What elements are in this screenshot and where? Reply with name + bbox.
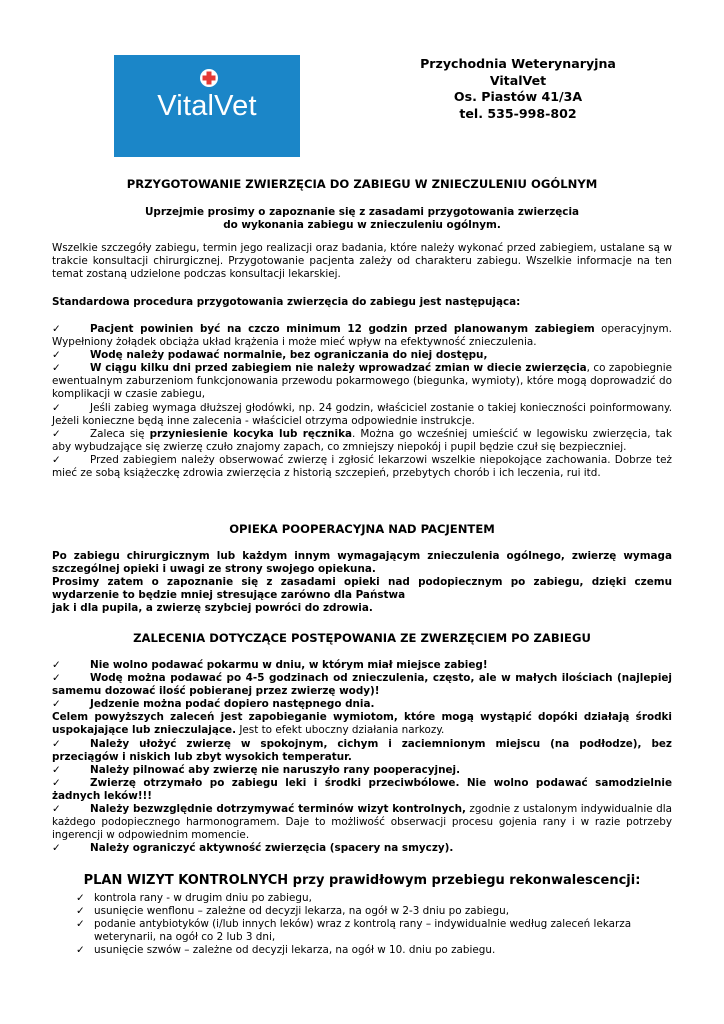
plan-heading: PLAN WIZYT KONTROLNYCH przy prawidłowym przebiegu rekonwalescencji:: [83, 873, 641, 888]
list-item: ✓ W ciągu kilku dni przed zabiegiem nie należy wprowadzać zmian w diecie zwierzęcia, co zapobiegnie ewentualnym zaburzeniom funkcjonowania przewodu pokarmowego (biegunka, wymioty), które mogą doprowadzić do komplikacji w czasie zabiegu,: [52, 362, 672, 401]
clinic-phone: tel. 535-998-802: [459, 105, 577, 121]
clinic-address: Os. Piastów 41/3A: [453, 89, 583, 104]
list-item: ✓ Nie wolno podawać pokarmu w dniu, w którym miał miejsce zabieg!: [52, 659, 488, 671]
checkmark-icon: ✓: [52, 672, 61, 685]
checkmark-icon: ✓: [76, 944, 85, 957]
checkmark-icon: ✓: [76, 892, 85, 904]
list-item: ✓ Przed zabiegiem należy obserwować zwierzę i zgłosić lekarzowi wszelkie niepokojące zachowania. Dobrze też mieć ze sobą książeczkę zdrowia zwierzęcia z historią szczepień, przebytych chorób i ich leczenia, rui itd.: [52, 453, 672, 480]
care-paragraph: Po zabiegu chirurgicznym lub każdym innym wymagającym znieczulenia ogólnego, zwierzę wymaga szczególnej opieki i uwagi ze strony swojego opiekuna. Prosimy zatem o zapoznanie się z zasadami opieki nad podopiecznym po zabiegu, dzięki czemu wydarzenie to będzie mniej stresujące zarówno dla Państwa jak i dla pupila, a zwierzę szybciej powróci do zdrowia.: [52, 550, 672, 615]
checkmark-icon: ✓: [76, 918, 85, 931]
list-item: ✓ usunięcie wenflonu – zależne od decyzji lekarza, na ogół w 2-3 dniu po zabiegu,: [76, 905, 510, 918]
checkmark-icon: ✓: [52, 842, 61, 855]
checkmark-icon: ✓: [52, 776, 61, 789]
checkmark-icon: ✓: [52, 737, 61, 750]
checkmark-icon: ✓: [52, 401, 61, 414]
list-item: ✓ Zwierzę otrzymało po zabiegu leki i środki przeciwbólowe. Nie wolno podawać samodzielnie żadnych leków!!!: [52, 776, 672, 802]
checkmark-icon: ✓: [76, 905, 85, 918]
list-item: ✓ Zaleca się przyniesienie kocyka lub ręcznika. Można go wcześniej umieścić w legowisku zwierzęcia, tak aby wybudzające się zwierzę czuło znajomy zapach, co zmniejszy niepokój i pupil będzie czuł się bezpieczniej.: [52, 427, 672, 453]
list-item: Celem powyższych zaleceń jest zapobieganie wymiotom, które mogą wystąpić dopóki działają środki uspokajające lub znieczulające. Jest to efekt uboczny działania narkozy.: [52, 711, 672, 737]
checkmark-icon: ✓: [52, 763, 61, 776]
list-item: ✓ Pacjent powinien być na czczo minimum 12 godzin przed planowanym zabiegiem operacyjnym. Wypełniony żołądek obciąża układ krążenia i może mieć wpływ na efektywność znieczulenia.: [52, 323, 672, 349]
list-item: ✓ Wodę można podawać po 4-5 godzinach od znieczulenia, często, ale w małych ilościach (najlepiej samemu dozować ilość pobieranej przez zwierzę wody)!: [52, 672, 672, 698]
list-item: ✓ kontrola rany - w drugim dniu po zabiegu,: [76, 892, 312, 904]
procedure-heading: Standardowa procedura przygotowania zwierzęcia do zabiegu jest następująca:: [52, 296, 521, 308]
list-item: ✓ Należy bezwzględnie dotrzymywać terminów wizyt kontrolnych, zgodnie z ustalonym indywidualnie dla każdego podopiecznego harmonogramem. Daje to możliwość obserwacji procesu gojenia rany i w razie potrzeby ingerencji w odpowiednim momencie.: [52, 803, 672, 842]
intro-paragraph: Wszelkie szczegóły zabiegu, termin jego realizacji oraz badania, które należy wykonać przed zabiegiem, ustalane są w trakcie konsultacji chirurgicznej. Przygotowanie pacjenta zależy od charakteru zabiegu. Wszelkie informacje na ten temat zostaną udzielone podczas konsultacji lekarskiej.: [52, 242, 672, 281]
procedure-list: [52, 323, 672, 480]
checkmark-icon: ✓: [52, 453, 61, 466]
list-item: ✓ podanie antybiotyków (i/lub innych leków) wraz z kontrolą rany – indywidualnie według zaleceń lekarza weterynarii, na ogół co 2 lub 3 dni,: [76, 918, 632, 944]
clinic-address-block: [396, 56, 640, 122]
checkmark-icon: ✓: [52, 362, 61, 375]
checkmark-icon: ✓: [52, 659, 61, 671]
checkmark-icon: ✓: [52, 803, 61, 816]
medical-cross-icon: [199, 68, 219, 88]
vitalvet-logo: [114, 55, 300, 157]
clinic-brand: VitalVet: [489, 72, 547, 88]
checkmark-icon: ✓: [52, 323, 61, 335]
checkmark-icon: ✓: [52, 349, 61, 362]
logo-label: VitalVet: [157, 89, 257, 122]
clinic-name: Przychodnia Weterynaryjna: [420, 56, 616, 71]
logo-text: [157, 90, 256, 123]
list-item: ✓ Jeśli zabieg wymaga dłuższej głodówki, np. 24 godzin, właściciel zostanie o takiej konieczności poinformowany. Jeżeli konieczne będą inne zalecenia - właściciel otrzyma odpowiednie instrukcje.: [52, 401, 672, 427]
list-item: ✓ Należy pilnować aby zwierzę nie naruszyło rany pooperacyjnej.: [52, 763, 461, 776]
list-item: ✓ usunięcie szwów – zależne od decyzji lekarza, na ogół w 10. dniu po zabiegu.: [76, 944, 496, 957]
list-item: ✓ Wodę należy podawać normalnie, bez ograniczania do niej dostępu,: [52, 349, 488, 362]
document-title: PRZYGOTOWANIE ZWIERZĘCIA DO ZABIEGU W ZNIECZULENIU OGÓLNYM: [126, 177, 598, 191]
list-item: ✓ Należy ograniczyć aktywność zwierzęcia (spacery na smyczy).: [52, 842, 454, 855]
recommendations-heading: ZALECENIA DOTYCZĄCE POSTĘPOWANIA ZE ZWERZĘCIEM PO ZABIEGU: [133, 631, 591, 645]
checkmark-icon: ✓: [52, 698, 61, 711]
intro-line-1: Uprzejmie prosimy o zapoznanie się z zasadami przygotowania zwierzęcia: [144, 206, 580, 218]
checkmark-icon: ✓: [52, 427, 61, 440]
intro-line-2: do wykonania zabiegu w znieczuleniu ogólnym.: [223, 219, 501, 232]
list-item: ✓ Należy ułożyć zwierzę w spokojnym, cichym i zaciemnionym miejscu (na podłodze), bez przeciągów i niskich lub zbyt wysokich temperatur.: [52, 737, 672, 763]
recommendations-list: [52, 659, 672, 855]
care-heading: OPIEKA POOPERACYJNA NAD PACJENTEM: [229, 522, 495, 536]
plan-list: [52, 892, 672, 957]
intro-bold: [52, 206, 672, 232]
list-item: ✓ Jedzenie można podać dopiero następnego dnia.: [52, 698, 375, 711]
